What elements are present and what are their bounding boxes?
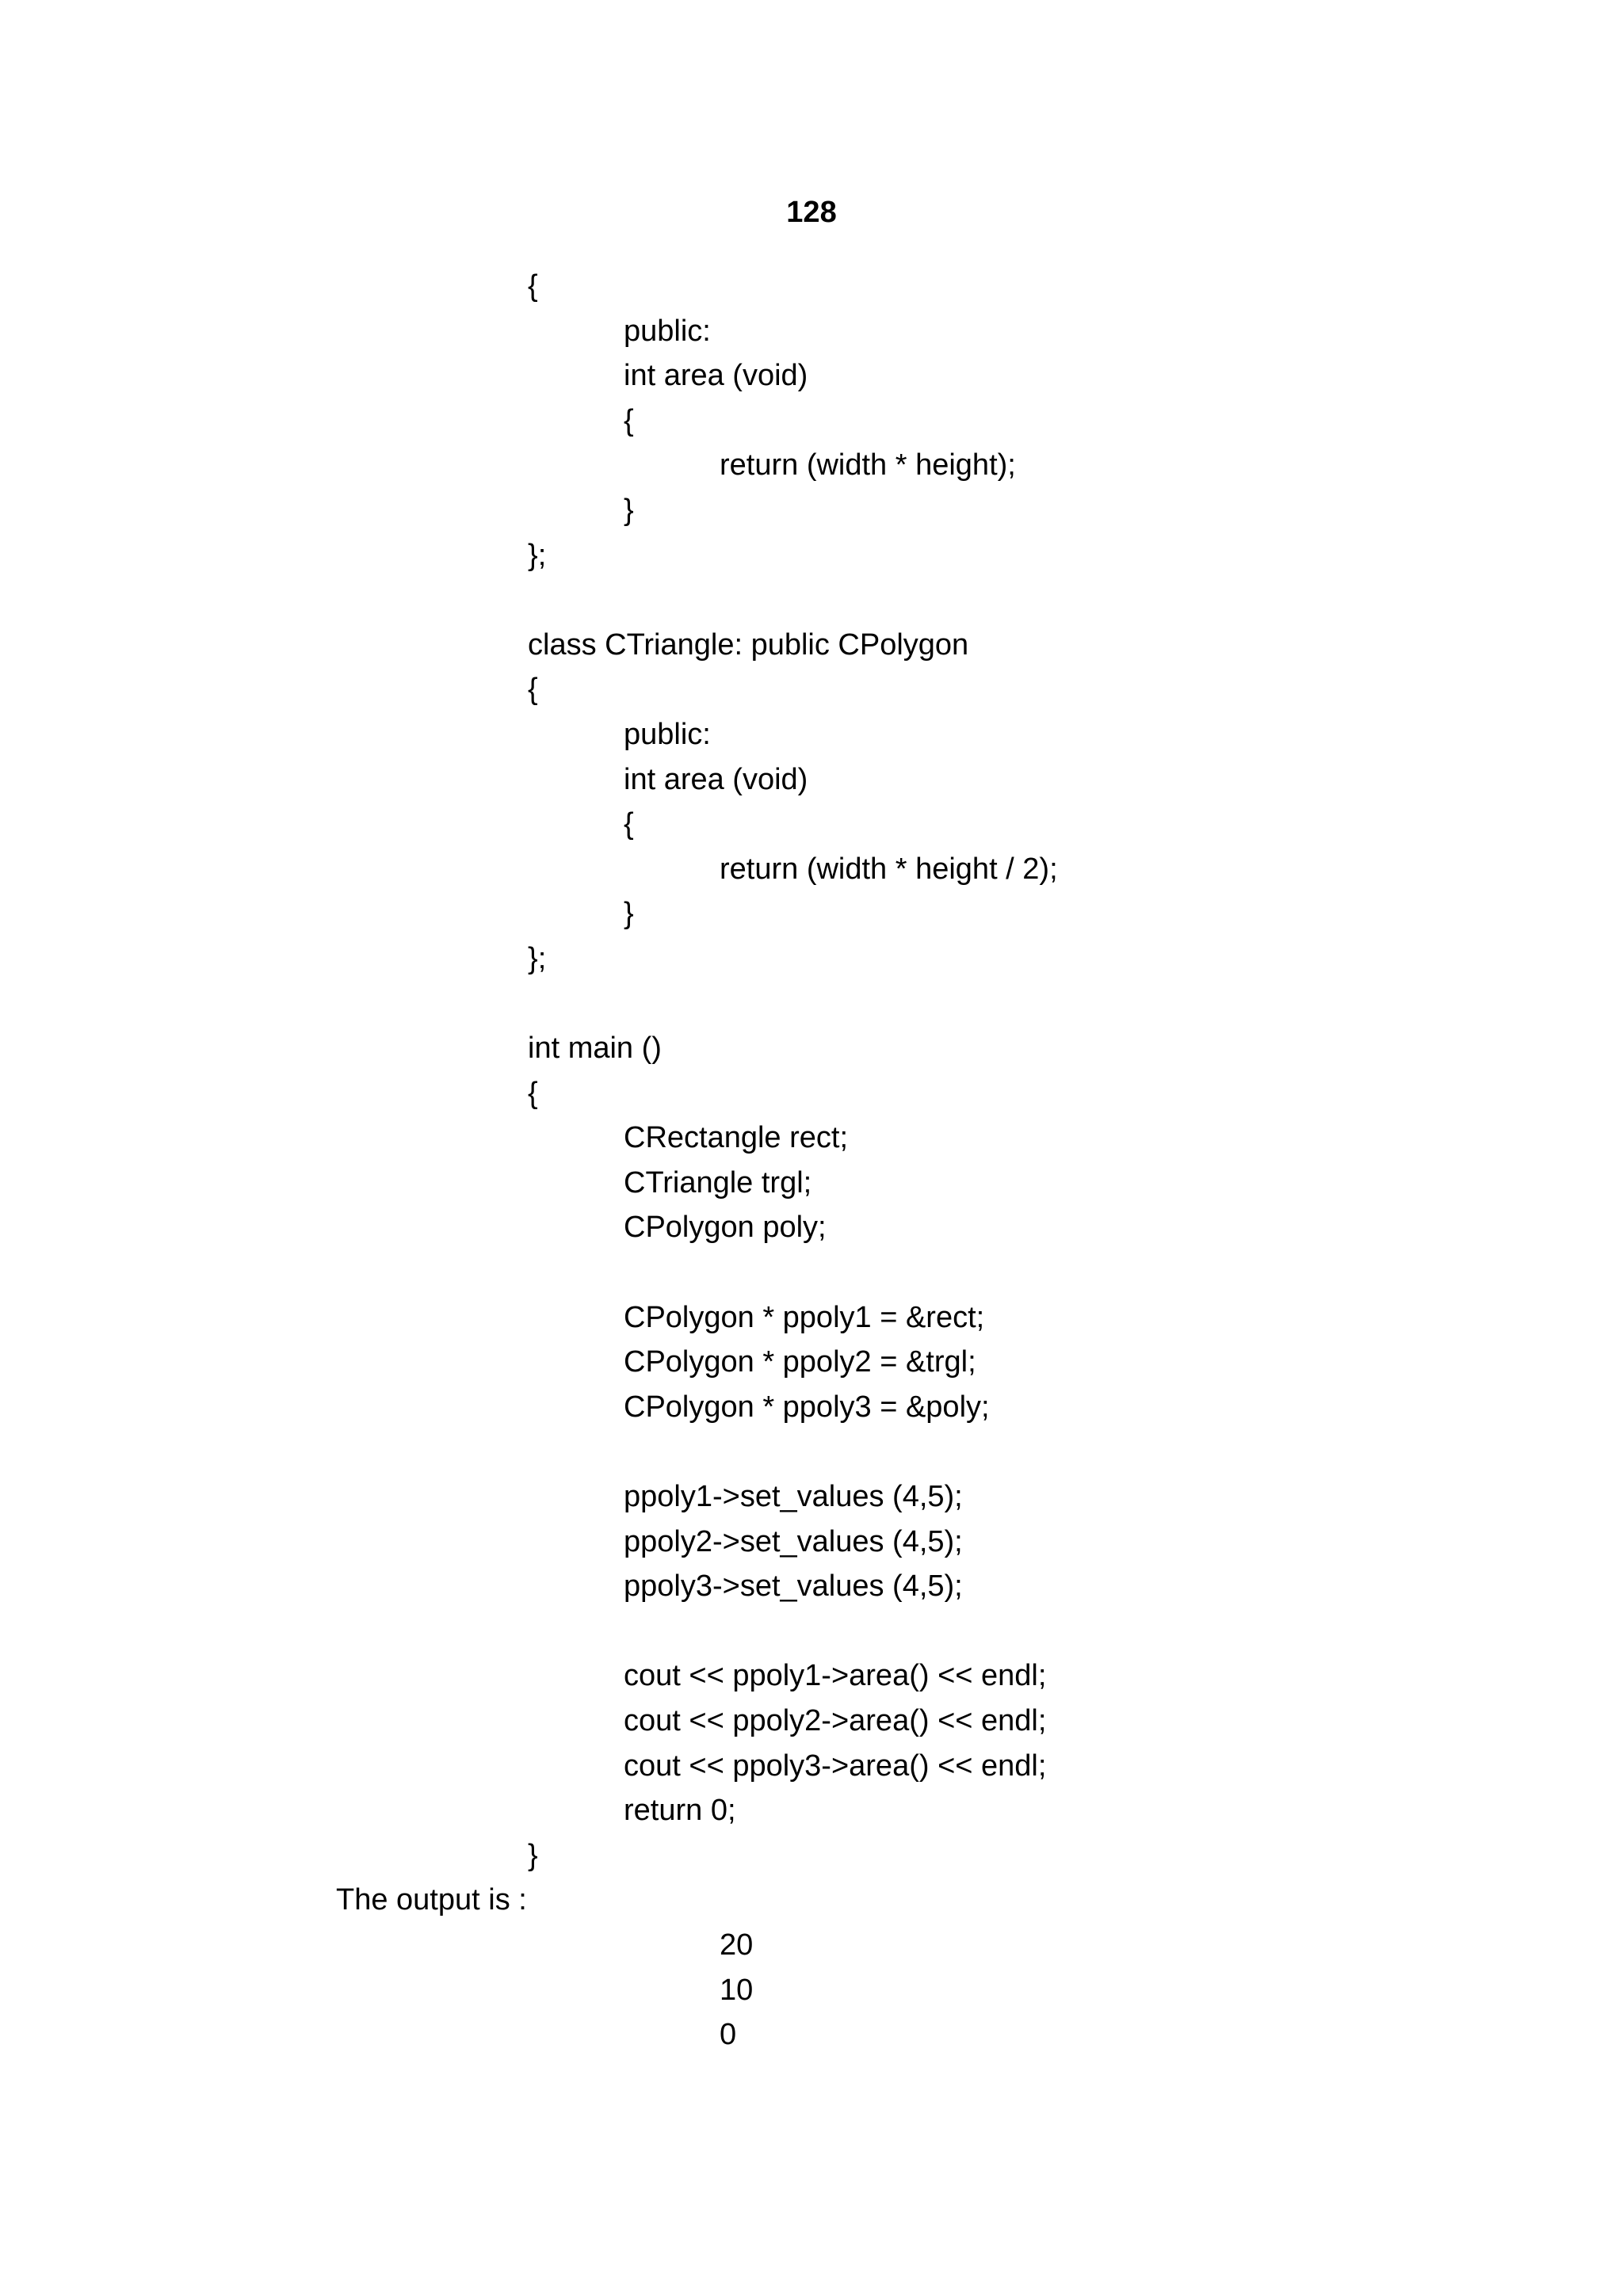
code-line: ppoly1->set_values (4,5); (624, 1480, 963, 1514)
code-line: CTriangle trgl; (624, 1165, 812, 1199)
blank-line (0, 1609, 1623, 1654)
code-line: { (528, 1076, 538, 1110)
code-line: 0 (720, 2018, 737, 2052)
code-line: int area (void) (624, 762, 808, 796)
page-number: 128 (786, 196, 837, 229)
code-line: CPolygon * ppoly3 = &poly; (624, 1390, 990, 1424)
code-line: class CTriangle: public CPolygon (528, 627, 969, 662)
code-line: cout << ppoly2->area() << endl; (624, 1704, 1047, 1737)
code-line: ppoly3->set_values (4,5); (624, 1569, 963, 1604)
code-line: CPolygon * ppoly2 = &trgl; (624, 1345, 976, 1379)
blank-line (0, 1250, 1623, 1295)
blank-line (0, 578, 1623, 623)
code-line: CRectangle rect; (624, 1121, 849, 1155)
code-line: public: (624, 717, 711, 751)
code-line: ppoly2->set_values (4,5); (624, 1524, 963, 1558)
code-line: return 0; (624, 1794, 736, 1828)
code-line: CPolygon * ppoly1 = &rect; (624, 1300, 985, 1334)
code-line: { (528, 269, 538, 303)
code-line: } (528, 1838, 538, 1872)
code-line: return (width * height / 2); (720, 852, 1058, 886)
code-line: 10 (720, 1973, 754, 2007)
code-line: }; (528, 538, 547, 572)
blank-line (0, 982, 1623, 1027)
code-line: } (624, 493, 634, 527)
code-line: return (width * height); (720, 448, 1016, 482)
code-line: { (624, 403, 634, 437)
code-line: cout << ppoly1->area() << endl; (624, 1659, 1047, 1693)
code-line: int area (void) (624, 359, 808, 393)
blank-line (0, 1429, 1623, 1474)
code-line: }; (528, 941, 547, 975)
code-listing (0, 264, 1623, 2058)
code-line: cout << ppoly3->area() << endl; (624, 1749, 1047, 1783)
code-line: public: (624, 314, 711, 348)
code-line: 20 (720, 1928, 754, 1962)
code-line: CPolygon poly; (624, 1211, 827, 1245)
code-line: { (624, 807, 634, 841)
code-line: int main () (528, 1032, 662, 1066)
output-label: The output is : (336, 1883, 527, 1917)
code-line: { (528, 673, 538, 707)
code-line: } (624, 897, 634, 931)
